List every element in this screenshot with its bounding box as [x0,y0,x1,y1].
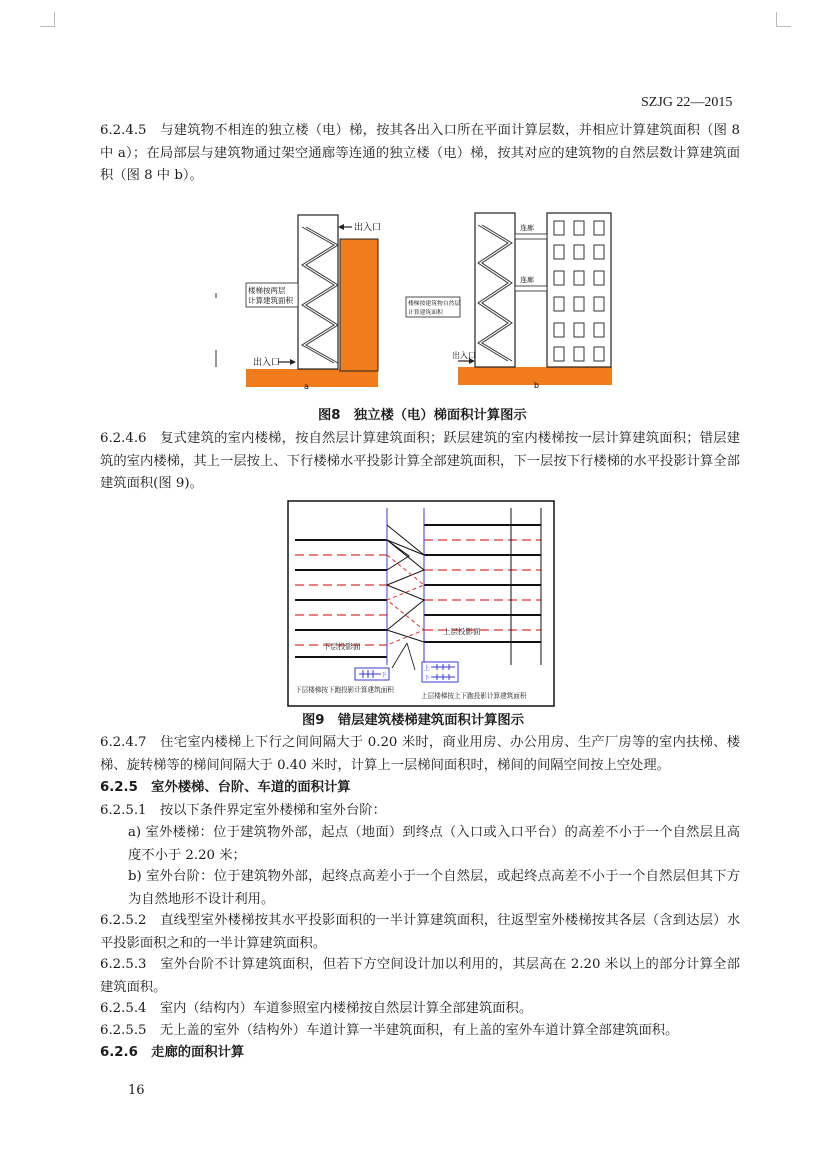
upper-projection-label: 上层投影面 [443,627,481,636]
sub-label-b: b [534,381,540,390]
corridor-b-1 [515,234,547,239]
note-a-line2: 计算建筑面积 [248,296,293,305]
figure-8 [0,205,827,405]
legend-up-label: 上 [424,665,431,672]
paragraph-6-2-5-2: 6.2.5.2 直线型室外楼梯按其水平投影面积的一半计算建筑面积，往返型室外楼梯按其各层（含到达层）水平投影面积之和的一半计算建筑面积。 [100,913,740,951]
corridor-b-2 [515,286,547,291]
corner-mark-tl [40,12,55,27]
stair-zigzag-a [302,227,338,363]
stair-zigzag-b [478,225,512,361]
paragraph-6-2-5-1-b: b) 室外台阶：位于建筑物外部，起终点高差小于一个自然层，或起终点高差不小于一个自然层但其下方为自然地形不设计利用。 [128,869,740,907]
figure-8-caption: 图8 独立楼（电）梯面积计算图示 [318,408,527,423]
paragraph-6-2-4-6: 6.2.4.6 复式建筑的室内楼梯，按自然层计算建筑面积；跃层建筑的室内楼梯按一层计算建筑面积；错层建筑的室内楼梯，其上一层按上、下行楼梯水平投影计算全部建筑面积，下一层按下行楼梯的水平投影计算全部建筑面积(图 9)。 [100,431,740,492]
entrance-label-a-top: 出入口 [354,223,382,233]
paragraph-6-2-5-5: 6.2.5.5 无上盖的室外（结构外）车道计算一半建筑面积，有上盖的室外车道计算全部建筑面积。 [100,1023,679,1038]
note-b-line2: 计算建筑面积 [408,310,443,316]
paragraph-6-2-4-5: 6.2.4.5 与建筑物不相连的独立楼（电）梯，按其各出入口所在平面计算层数，并相应计算建筑面积（图 8 中 a）；在局部层与建筑物通过架空通廊等连通的独立楼（电）梯，按其对应的建筑物的自然层数计算建筑面积（图 8 中 b）。 [100,123,740,184]
note-left: 下层楼梯按下跑投影计算建筑面积 [295,686,394,694]
note-b-line1: 楼梯按建筑物自然层 [408,301,461,307]
corridor-label-1: 连廊 [520,224,534,232]
building-b [547,213,611,367]
note-a-line1: 楼梯按两层 [248,286,286,295]
note-right: 上层楼梯按上下跑投影计算建筑面积 [421,692,527,700]
entrance-label-a-bottom: 出入口 [253,358,281,368]
entrance-arrow-a-top [338,224,352,230]
building-a [340,239,378,371]
corner-mark-tr [776,12,791,27]
corridor-label-2: 连廊 [520,276,534,284]
heading-6-2-6: 6.2.6 走廊的面积计算 [100,1045,245,1060]
sub-label-a: a [304,382,309,391]
legend-down2-label: 下 [424,675,431,682]
entrance-arrow-a-bottom [278,359,296,365]
stair-tower-b [475,213,515,367]
lower-projection-label: 下层投影面 [323,642,361,651]
figure-9 [287,500,557,708]
paragraph-6-2-5-1: 6.2.5.1 按以下条件界定室外楼梯和室外台阶： [100,803,386,818]
doc-code-header: SZJG 22—2015 [641,95,733,110]
entrance-label-b: 出入口 [452,351,476,360]
legend-down-label: 下 [381,672,388,679]
paragraph-6-2-5-4: 6.2.5.4 室内（结构内）车道参照室内楼梯按自然层计算全部建筑面积。 [100,1001,533,1016]
ground-a [246,369,378,387]
figure-9-frame [288,501,554,706]
paragraph-6-2-5-3: 6.2.5.3 室外台阶不计算建筑面积，但若下方空间设计加以利用的，其层高在 2.20 米以上的部分计算全部建筑面积。 [100,957,740,995]
paragraph-6-2-5-1-a: a) 室外楼梯：位于建筑物外部，起点（地面）到终点（入口或入口平台）的高差不小于一个自然层且高度不小于 2.20 米； [128,825,740,863]
page-number: 16 [128,1083,145,1098]
heading-6-2-5: 6.2.5 室外楼梯、台阶、车道的面积计算 [100,780,351,795]
figure-9-caption: 图9 错层建筑楼梯建筑面积计算图示 [302,713,525,728]
paragraph-6-2-4-7: 6.2.4.7 住宅室内楼梯上下行之间间隔大于 0.20 米时，商业用房、办公用房、生产厂房等的室内扶梯、楼梯、旋转梯等的梯间间隔大于 0.40 米时，计算上一层梯间面积时，梯间的间隔空间按上空处理。 [100,735,740,773]
